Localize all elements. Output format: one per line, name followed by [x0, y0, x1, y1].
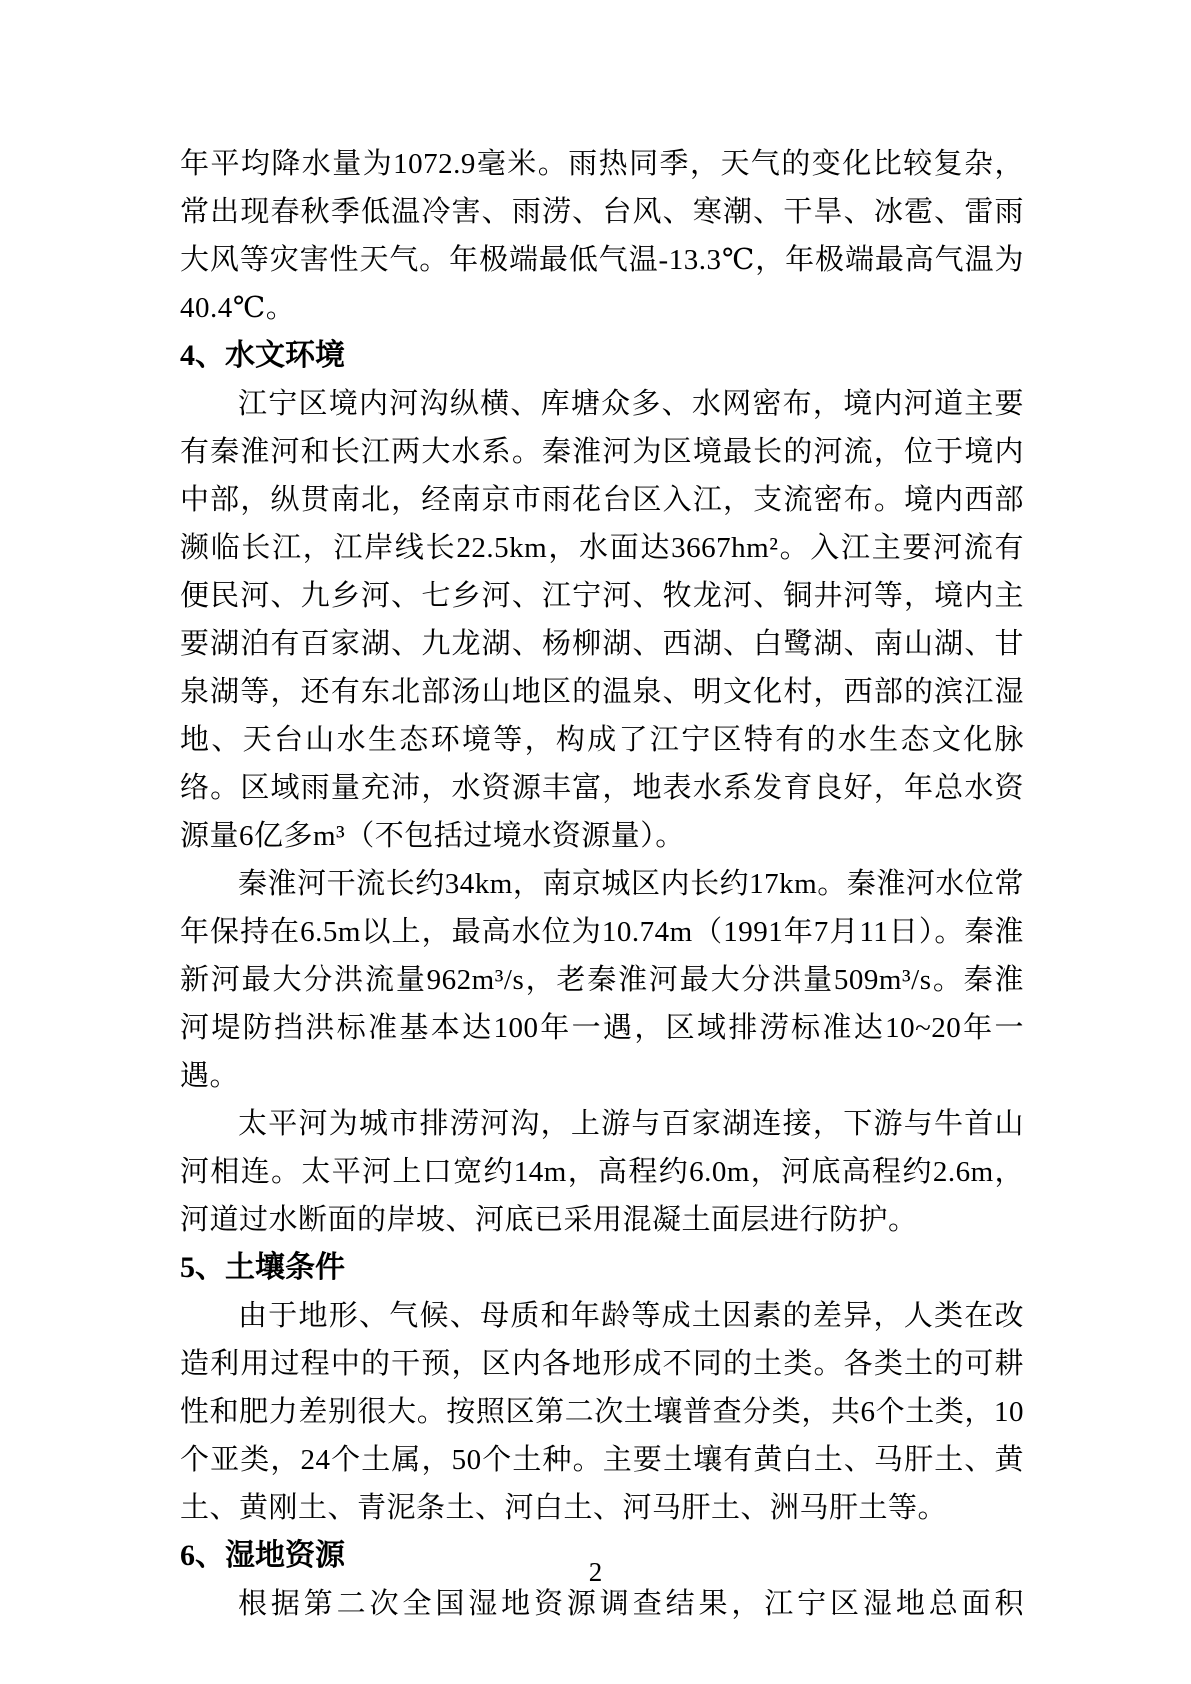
- page-body: [180, 140, 1024, 1628]
- page-number: 2: [588, 1557, 603, 1587]
- heading-hydrology: 4、水文环境: [180, 339, 345, 372]
- paragraph-qinhuai-river: 秦淮河干流长约34km，南京城区内长约17km。秦淮河水位常年保持在6.5m以上，最高水位为10.74m（1991年7月11日）。秦淮新河最大分洪流量962m³/s，老秦淮河最大分洪量509m³/s。秦淮河堤防挡洪标准基本达100年一遇，区域排涝标准达10~20年一遇。: [180, 868, 1024, 1092]
- heading-soil: 5、土壤条件: [180, 1251, 345, 1284]
- paragraph-taiping-river: 太平河为城市排涝河沟，上游与百家湖连接，下游与牛首山河相连。太平河上口宽约14m，高程约6.0m，河底高程约2.6m，河道过水断面的岸坡、河底已采用混凝土面层进行防护。: [180, 1108, 1024, 1236]
- heading-wetland: 6、湿地资源: [180, 1539, 345, 1572]
- paragraph-rivers-lakes: 江宁区境内河沟纵横、库塘众多、水网密布，境内河道主要有秦淮河和长江两大水系。秦淮河为区境最长的河流，位于境内中部，纵贯南北，经南京市雨花台区入江，支流密布。境内西部濒临长江，江岸线长22.5km，水面达3667hm²。入江主要河流有便民河、九乡河、七乡河、江宁河、牧龙河、铜井河等，境内主要湖泊有百家湖、九龙湖、杨柳湖、西湖、白鹭湖、南山湖、甘泉湖等，还有东北部汤山地区的温泉、明文化村，西部的滨江湿地、天台山水生态环境等，构成了江宁区特有的水生态文化脉络。区域雨量充沛，水资源丰富，地表水系发育良好，年总水资源量6亿多m³（不包括过境水资源量）。: [180, 388, 1024, 852]
- paragraph-wetland: 根据第二次全国湿地资源调查结果，江宁区湿地总面积: [238, 1588, 1024, 1620]
- paragraph-soil: 由于地形、气候、母质和年龄等成土因素的差异，人类在改造利用过程中的干预，区内各地形成不同的土类。各类土的可耕性和肥力差别很大。按照区第二次土壤普查分类，共6个土类，10个亚类，24个土属，50个土种。主要土壤有黄白土、马肝土、黄土、黄刚土、青泥条土、河白土、河马肝土、洲马肝土等。: [180, 1300, 1024, 1524]
- paragraph-climate: 年平均降水量为1072.9毫米。雨热同季，天气的变化比较复杂，常出现春秋季低温冷害、雨涝、台风、寒潮、干旱、冰雹、雷雨大风等灾害性天气。年极端最低气温-13.3℃，年极端最高气温为40.4℃。: [180, 148, 1024, 324]
